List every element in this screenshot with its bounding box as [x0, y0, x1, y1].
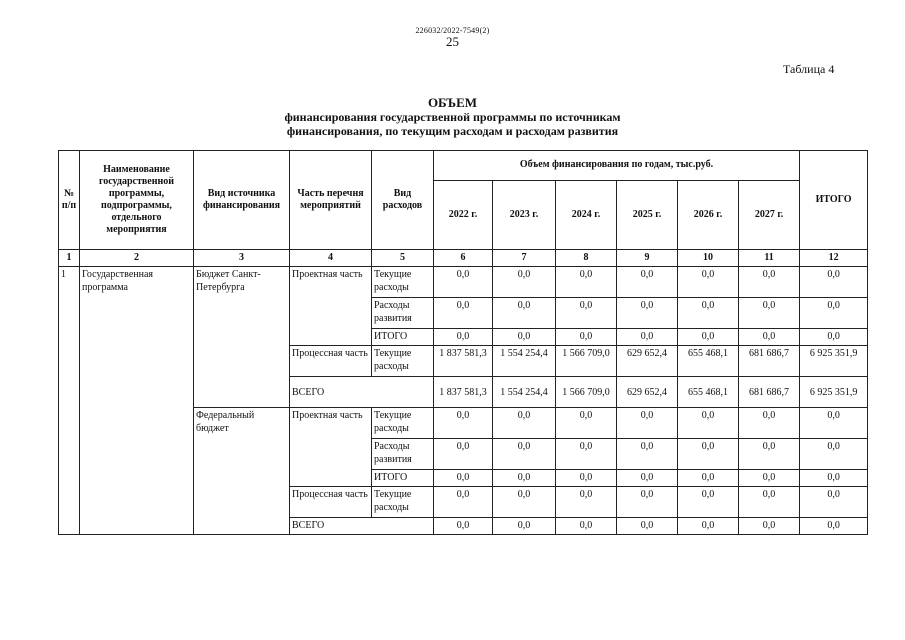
value-cell: 0,0 — [617, 487, 678, 518]
value-cell: 0,0 — [800, 487, 868, 518]
part-project: Проектная часть — [290, 408, 372, 487]
col-number: 6 — [434, 250, 493, 267]
value-cell: 0,0 — [493, 487, 556, 518]
value-cell: 0,0 — [434, 518, 493, 535]
header-year: 2026 г. — [678, 180, 739, 249]
header-row-1 — [59, 151, 868, 181]
value-cell: 0,0 — [493, 329, 556, 346]
type-itogo: ИТОГО — [372, 470, 434, 487]
col-number: 8 — [556, 250, 617, 267]
value-cell: 0,0 — [617, 439, 678, 470]
value-cell: 0,0 — [556, 439, 617, 470]
subtitle-line-1: финансирования государственной программы по источникам — [284, 110, 621, 124]
value-cell: 0,0 — [434, 267, 493, 298]
value-cell: 0,0 — [434, 329, 493, 346]
value-cell: 0,0 — [434, 408, 493, 439]
source-federal: Федеральный бюджет — [194, 408, 290, 535]
value-cell: 0,0 — [739, 487, 800, 518]
header-source: Вид источника финансирования — [194, 151, 290, 250]
type-itogo: ИТОГО — [372, 329, 434, 346]
value-cell: 0,0 — [493, 439, 556, 470]
value-cell: 0,0 — [739, 470, 800, 487]
value-cell: 0,0 — [617, 518, 678, 535]
value-cell: 0,0 — [739, 439, 800, 470]
col-number: 10 — [678, 250, 739, 267]
value-cell: 0,0 — [678, 408, 739, 439]
type-development: Расходы развития — [372, 298, 434, 329]
value-cell: 681 686,7 — [739, 377, 800, 408]
value-cell: 0,0 — [678, 267, 739, 298]
row-num: 1 — [59, 267, 80, 535]
value-cell: 0,0 — [493, 470, 556, 487]
col-number: 5 — [372, 250, 434, 267]
value-cell: 681 686,7 — [739, 346, 800, 377]
document-number: 226032/2022-7549(2) — [415, 26, 490, 35]
value-cell: 0,0 — [678, 298, 739, 329]
col-number: 7 — [493, 250, 556, 267]
value-cell: 0,0 — [556, 487, 617, 518]
value-cell: 0,0 — [739, 408, 800, 439]
type-current: Текущие расходы — [372, 408, 434, 439]
value-cell: 1 837 581,3 — [434, 377, 493, 408]
part-process: Процессная часть — [290, 346, 372, 377]
header-year: 2022 г. — [434, 180, 493, 249]
page-title: ОБЪЕМ — [427, 95, 478, 110]
header-type: Вид расходов — [372, 151, 434, 250]
col-number: 9 — [617, 250, 678, 267]
table-label: Таблица 4 — [783, 62, 835, 76]
type-current: Текущие расходы — [372, 487, 434, 518]
value-cell: 655 468,1 — [678, 377, 739, 408]
header-num: № п/п — [59, 151, 80, 250]
value-cell: 0,0 — [434, 470, 493, 487]
value-cell: 629 652,4 — [617, 377, 678, 408]
value-cell: 1 554 254,4 — [493, 346, 556, 377]
value-cell: 0,0 — [739, 518, 800, 535]
value-cell: 0,0 — [678, 439, 739, 470]
value-cell: 0,0 — [800, 439, 868, 470]
value-cell: 0,0 — [800, 470, 868, 487]
financing-table — [58, 150, 868, 535]
source-budget-spb: Бюджет Санкт-Петербурга — [194, 267, 290, 408]
value-cell: 0,0 — [800, 518, 868, 535]
value-cell: 0,0 — [739, 298, 800, 329]
value-cell: 0,0 — [434, 439, 493, 470]
value-cell: 0,0 — [556, 470, 617, 487]
col-number: 11 — [739, 250, 800, 267]
value-cell: 0,0 — [434, 487, 493, 518]
value-cell: 0,0 — [556, 267, 617, 298]
value-cell: 6 925 351,9 — [800, 346, 868, 377]
value-cell: 0,0 — [434, 298, 493, 329]
column-numbers-row — [59, 250, 868, 267]
col-number: 12 — [800, 250, 868, 267]
col-number: 4 — [290, 250, 372, 267]
value-cell: 0,0 — [678, 487, 739, 518]
header-year: 2027 г. — [739, 180, 800, 249]
value-cell: 655 468,1 — [678, 346, 739, 377]
value-cell: 1 837 581,3 — [434, 346, 493, 377]
header-year: 2025 г. — [617, 180, 678, 249]
value-cell: 629 652,4 — [617, 346, 678, 377]
header-part: Часть перечня мероприятий — [290, 151, 372, 250]
value-cell: 1 566 709,0 — [556, 346, 617, 377]
value-cell: 0,0 — [617, 329, 678, 346]
value-cell: 0,0 — [800, 329, 868, 346]
part-project: Проектная часть — [290, 267, 372, 346]
page-number: 25 — [446, 34, 459, 49]
type-development: Расходы развития — [372, 439, 434, 470]
value-cell: 1 566 709,0 — [556, 377, 617, 408]
value-cell: 0,0 — [678, 470, 739, 487]
value-cell: 0,0 — [617, 267, 678, 298]
value-cell: 0,0 — [556, 518, 617, 535]
value-cell: 0,0 — [556, 408, 617, 439]
value-cell: 0,0 — [493, 298, 556, 329]
subtitle-line-2: финансирования, по текущим расходам и расходам развития — [286, 124, 619, 138]
vsego-label: ВСЕГО — [290, 377, 434, 408]
value-cell: 0,0 — [678, 329, 739, 346]
header-year: 2023 г. — [493, 180, 556, 249]
value-cell: 0,0 — [739, 267, 800, 298]
value-cell: 6 925 351,9 — [800, 377, 868, 408]
col-number: 3 — [194, 250, 290, 267]
value-cell: 0,0 — [556, 329, 617, 346]
table-row — [59, 267, 868, 298]
type-current: Текущие расходы — [372, 346, 434, 377]
value-cell: 0,0 — [800, 267, 868, 298]
part-process: Процессная часть — [290, 487, 372, 518]
value-cell: 0,0 — [800, 408, 868, 439]
type-current: Текущие расходы — [372, 267, 434, 298]
header-year: 2024 г. — [556, 180, 617, 249]
value-cell: 0,0 — [678, 518, 739, 535]
col-number: 2 — [80, 250, 194, 267]
value-cell: 0,0 — [800, 298, 868, 329]
value-cell: 0,0 — [493, 267, 556, 298]
value-cell: 0,0 — [556, 298, 617, 329]
header-name: Наименование государственной программы, подпрограммы, отдельного мероприятия — [80, 151, 194, 250]
value-cell: 0,0 — [617, 408, 678, 439]
value-cell: 0,0 — [493, 518, 556, 535]
header-total: ИТОГО — [800, 151, 868, 250]
value-cell: 0,0 — [617, 298, 678, 329]
value-cell: 0,0 — [739, 329, 800, 346]
header-volume: Объем финансирования по годам, тыс.руб. — [434, 151, 800, 181]
row-program-name: Государственная программа — [80, 267, 194, 535]
value-cell: 1 554 254,4 — [493, 377, 556, 408]
value-cell: 0,0 — [617, 470, 678, 487]
value-cell: 0,0 — [493, 408, 556, 439]
vsego-label: ВСЕГО — [290, 518, 434, 535]
col-number: 1 — [59, 250, 80, 267]
